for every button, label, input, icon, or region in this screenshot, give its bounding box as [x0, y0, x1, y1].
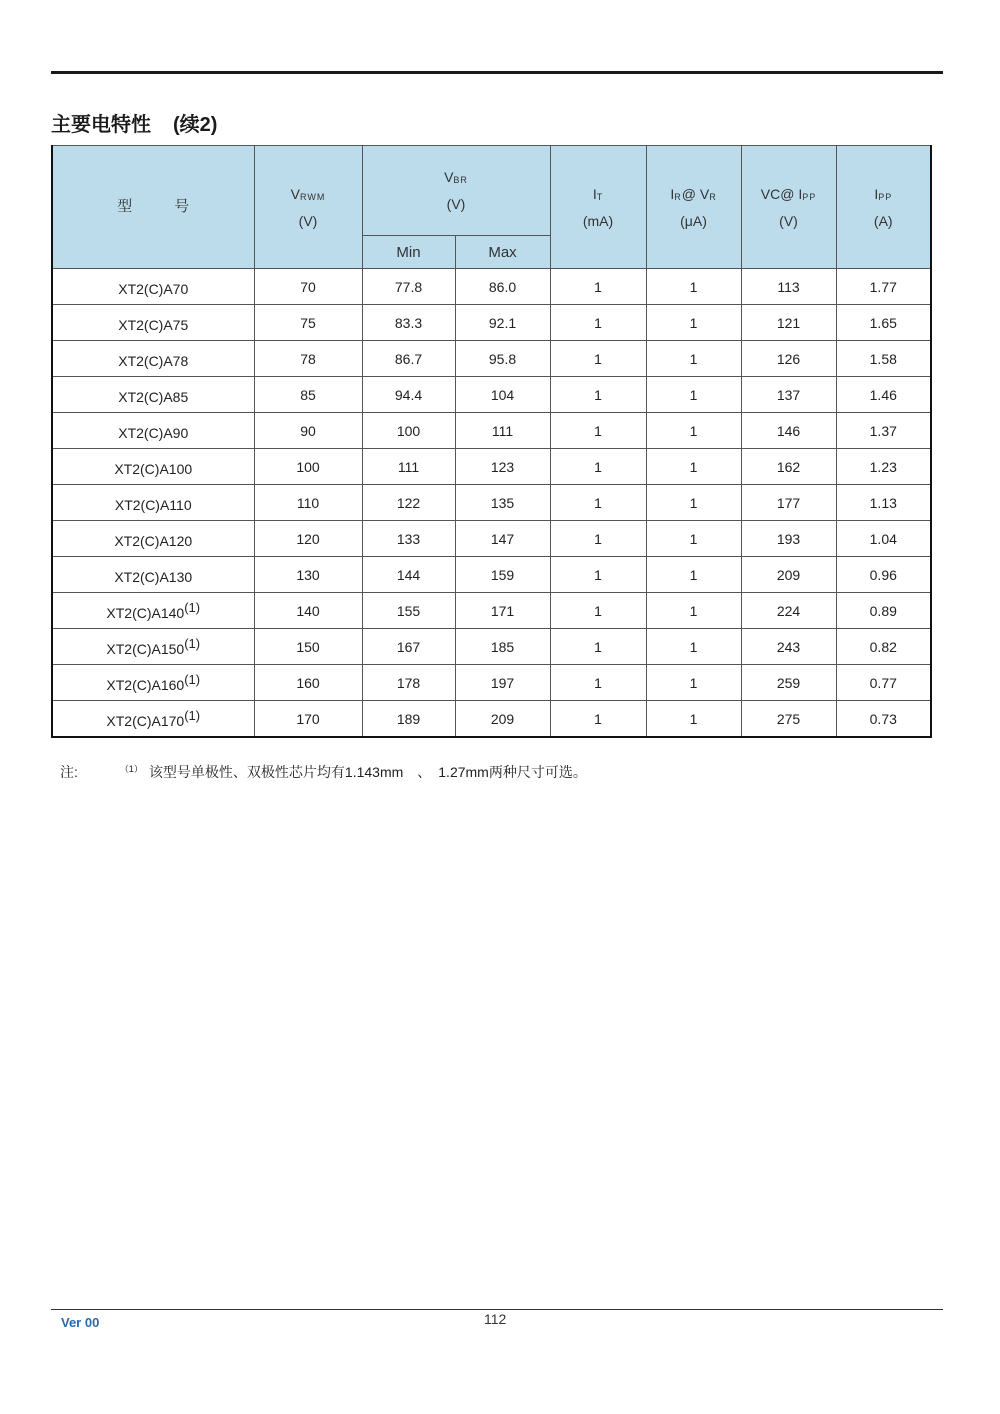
cell-model: XT2(C)A140$^{(1)}$ — [52, 593, 254, 629]
bottom-rule — [51, 1309, 943, 1310]
cell-it: 1 — [550, 593, 646, 629]
cell-vc: 121 — [741, 305, 836, 341]
footnote — [60, 762, 587, 782]
cell-model: XT2(C)A150$^{(1)}$ — [52, 629, 254, 665]
cell-it: 1 — [550, 629, 646, 665]
cell-vc: 177 — [741, 485, 836, 521]
header-it: IT (mA) — [550, 146, 646, 269]
cell-vbr-min: 122 — [362, 485, 455, 521]
cell-vrwm: 150 — [254, 629, 362, 665]
cell-vrwm: 110 — [254, 485, 362, 521]
cell-vrwm: 160 — [254, 665, 362, 701]
top-rule — [51, 71, 943, 74]
title-continuation: (续2) — [173, 114, 218, 136]
cell-ipp: 0.82 — [836, 629, 931, 665]
cell-ipp: 1.23 — [836, 449, 931, 485]
header-model: 型 号 — [52, 146, 254, 269]
table-row — [52, 377, 931, 413]
cell-ipp: 1.46 — [836, 377, 931, 413]
cell-vrwm: 100 — [254, 449, 362, 485]
cell-it: 1 — [550, 557, 646, 593]
cell-model: XT2(C)A120 — [52, 521, 254, 557]
cell-vbr-max: 123 — [455, 449, 550, 485]
cell-ipp: 1.37 — [836, 413, 931, 449]
spec-table — [51, 145, 932, 738]
cell-vbr-min: 178 — [362, 665, 455, 701]
cell-vbr-max: 209 — [455, 701, 550, 738]
cell-vbr-max: 147 — [455, 521, 550, 557]
cell-ir: 1 — [646, 593, 741, 629]
cell-it: 1 — [550, 665, 646, 701]
cell-ir: 1 — [646, 521, 741, 557]
table-row — [52, 413, 931, 449]
cell-vc: 275 — [741, 701, 836, 738]
cell-vbr-max: 86.0 — [455, 269, 550, 305]
cell-ir: 1 — [646, 449, 741, 485]
header-vbr: VBR (V) — [362, 146, 550, 236]
cell-it: 1 — [550, 377, 646, 413]
cell-ipp: 0.89 — [836, 593, 931, 629]
cell-model: XT2(C)A100 — [52, 449, 254, 485]
title-text: 主要电特性 — [51, 114, 151, 136]
cell-vbr-min: 189 — [362, 701, 455, 738]
cell-vrwm: 130 — [254, 557, 362, 593]
cell-ir: 1 — [646, 413, 741, 449]
cell-vc: 224 — [741, 593, 836, 629]
header-ipp: IPP (A) — [836, 146, 931, 269]
footnote-ref: （1） — [119, 764, 143, 774]
cell-ir: 1 — [646, 701, 741, 738]
table-row — [52, 521, 931, 557]
cell-vbr-min: 144 — [362, 557, 455, 593]
cell-it: 1 — [550, 269, 646, 305]
header-vbr-max: Max — [455, 236, 550, 269]
cell-vbr-max: 95.8 — [455, 341, 550, 377]
cell-ir: 1 — [646, 557, 741, 593]
cell-vc: 209 — [741, 557, 836, 593]
cell-vrwm: 70 — [254, 269, 362, 305]
cell-model: XT2(C)A78 — [52, 341, 254, 377]
table-row — [52, 665, 931, 701]
cell-vrwm: 120 — [254, 521, 362, 557]
cell-ipp: 0.77 — [836, 665, 931, 701]
footnote-text: 该型号单极性、双极性芯片均有1.143mm 、 1.27mm两种尺寸可选。 — [148, 764, 587, 780]
cell-model: XT2(C)A70 — [52, 269, 254, 305]
cell-ir: 1 — [646, 341, 741, 377]
cell-ipp: 0.73 — [836, 701, 931, 738]
cell-vc: 243 — [741, 629, 836, 665]
header-vc: VC@ IPP (V) — [741, 146, 836, 269]
cell-vbr-max: 185 — [455, 629, 550, 665]
table-row — [52, 557, 931, 593]
cell-ir: 1 — [646, 305, 741, 341]
table-body — [52, 269, 931, 738]
cell-model: XT2(C)A160$^{(1)}$ — [52, 665, 254, 701]
cell-it: 1 — [550, 413, 646, 449]
cell-model: XT2(C)A75 — [52, 305, 254, 341]
cell-ipp: 1.77 — [836, 269, 931, 305]
cell-vbr-min: 111 — [362, 449, 455, 485]
cell-ir: 1 — [646, 665, 741, 701]
cell-vbr-max: 135 — [455, 485, 550, 521]
cell-it: 1 — [550, 485, 646, 521]
cell-vrwm: 140 — [254, 593, 362, 629]
table-row — [52, 701, 931, 738]
cell-vrwm: 90 — [254, 413, 362, 449]
header-vbr-min: Min — [362, 236, 455, 269]
table-row — [52, 485, 931, 521]
cell-vrwm: 85 — [254, 377, 362, 413]
cell-vc: 113 — [741, 269, 836, 305]
cell-vbr-min: 94.4 — [362, 377, 455, 413]
cell-vc: 162 — [741, 449, 836, 485]
cell-vrwm: 78 — [254, 341, 362, 377]
cell-it: 1 — [550, 701, 646, 738]
cell-vbr-min: 100 — [362, 413, 455, 449]
table-row — [52, 629, 931, 665]
cell-vbr-min: 86.7 — [362, 341, 455, 377]
cell-vrwm: 170 — [254, 701, 362, 738]
cell-it: 1 — [550, 449, 646, 485]
cell-vrwm: 75 — [254, 305, 362, 341]
table-row — [52, 449, 931, 485]
cell-vbr-max: 111 — [455, 413, 550, 449]
cell-vc: 137 — [741, 377, 836, 413]
cell-ir: 1 — [646, 629, 741, 665]
version-label: Ver 00 — [61, 1315, 100, 1330]
cell-ipp: 1.58 — [836, 341, 931, 377]
cell-vbr-min: 155 — [362, 593, 455, 629]
cell-ipp: 0.96 — [836, 557, 931, 593]
cell-it: 1 — [550, 341, 646, 377]
cell-ipp: 1.13 — [836, 485, 931, 521]
cell-vbr-max: 104 — [455, 377, 550, 413]
cell-ipp: 1.65 — [836, 305, 931, 341]
cell-vbr-min: 77.8 — [362, 269, 455, 305]
cell-vc: 146 — [741, 413, 836, 449]
cell-model: XT2(C)A130 — [52, 557, 254, 593]
cell-it: 1 — [550, 305, 646, 341]
cell-it: 1 — [550, 521, 646, 557]
cell-ir: 1 — [646, 485, 741, 521]
cell-ir: 1 — [646, 377, 741, 413]
cell-vbr-max: 171 — [455, 593, 550, 629]
cell-model: XT2(C)A110 — [52, 485, 254, 521]
table-row — [52, 269, 931, 305]
page-title — [51, 108, 217, 137]
cell-vbr-max: 197 — [455, 665, 550, 701]
cell-ir: 1 — [646, 269, 741, 305]
cell-vc: 126 — [741, 341, 836, 377]
cell-vc: 259 — [741, 665, 836, 701]
table-row — [52, 341, 931, 377]
footnote-label: 注: — [60, 764, 78, 780]
table-header — [52, 146, 931, 269]
cell-ipp: 1.04 — [836, 521, 931, 557]
table-row — [52, 305, 931, 341]
cell-vbr-max: 92.1 — [455, 305, 550, 341]
header-vrwm: VRWM (V) — [254, 146, 362, 269]
cell-vc: 193 — [741, 521, 836, 557]
cell-vbr-max: 159 — [455, 557, 550, 593]
table-row — [52, 593, 931, 629]
cell-model: XT2(C)A85 — [52, 377, 254, 413]
cell-vbr-min: 133 — [362, 521, 455, 557]
cell-vbr-min: 83.3 — [362, 305, 455, 341]
cell-model: XT2(C)A90 — [52, 413, 254, 449]
cell-model: XT2(C)A170$^{(1)}$ — [52, 701, 254, 738]
cell-vbr-min: 167 — [362, 629, 455, 665]
header-ir: IR@ VR (μA) — [646, 146, 741, 269]
page-number: 112 — [484, 1311, 507, 1327]
